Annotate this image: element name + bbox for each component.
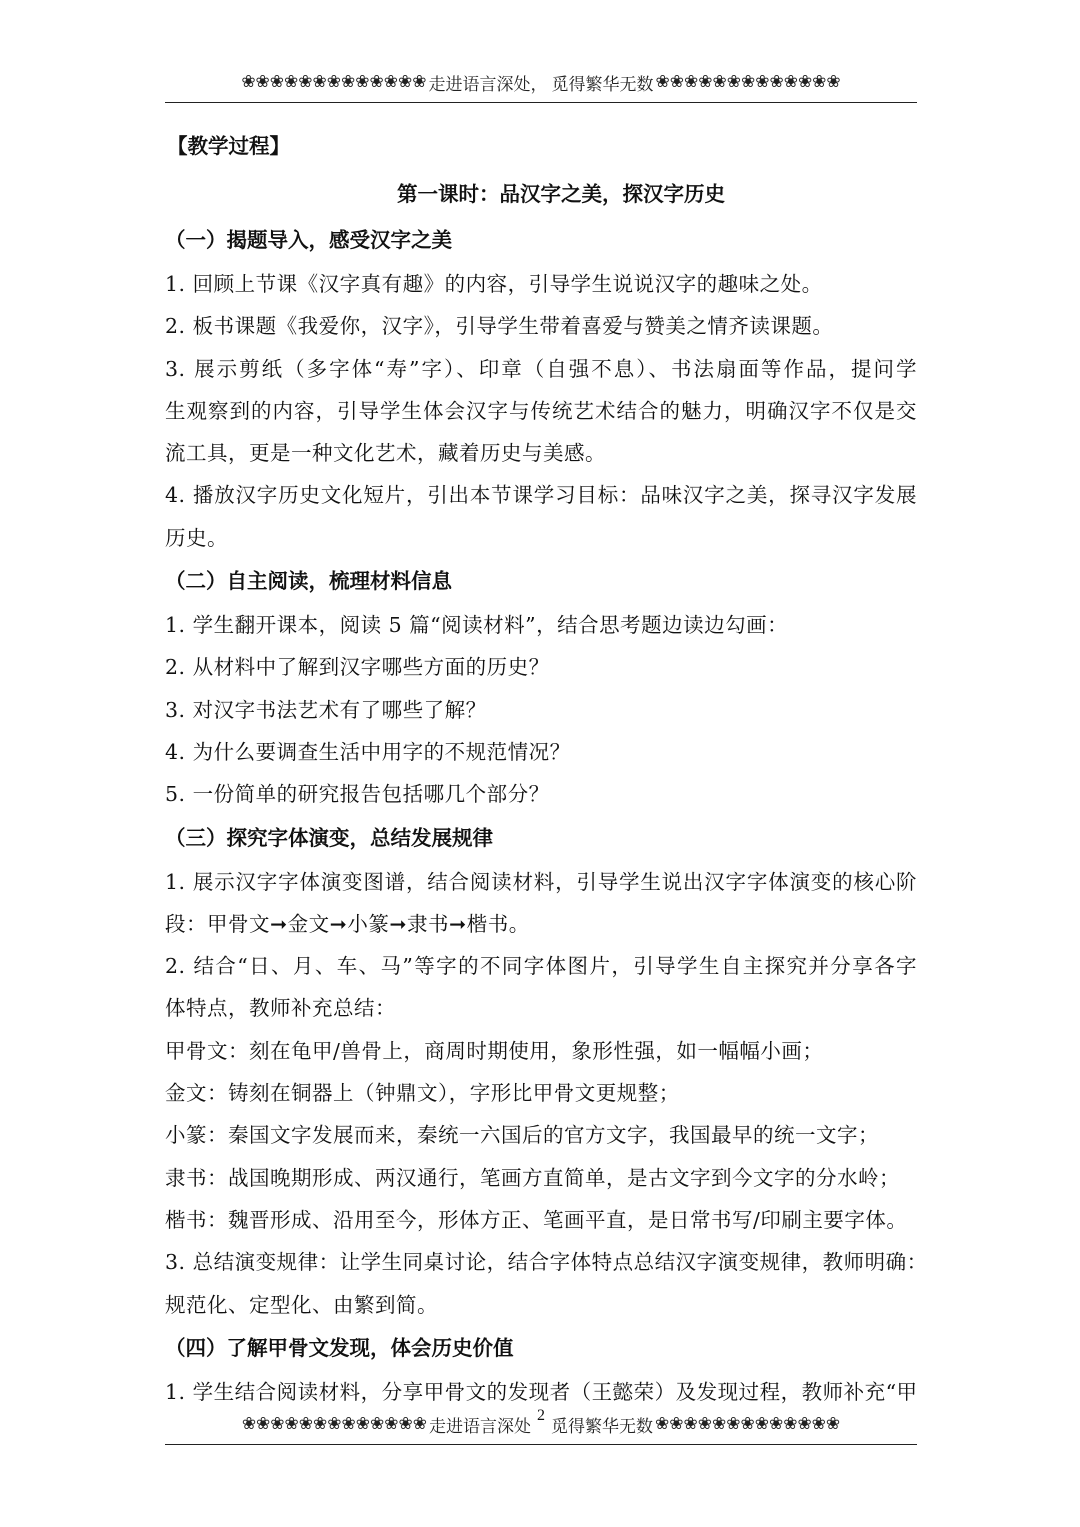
- paragraph-line: 生观察到的内容，引导学生体会汉字与传统艺术结合的魅力，明确汉字不仅是交: [165, 398, 917, 423]
- page-number: 2: [537, 1407, 545, 1424]
- paragraph-line: 体特点，教师补充总结：: [165, 996, 396, 1021]
- paragraph-line: 2. 板书课题《我爱你，汉字》，引导学生带着喜爱与赞美之情齐读课题。: [165, 314, 834, 339]
- paragraph-line: 1. 学生翻开课本，阅读 5 篇“阅读材料”，结合思考题边读边勾画：: [165, 613, 789, 638]
- page-header: [165, 62, 917, 103]
- document-body: [165, 122, 928, 1413]
- paragraph-line: 3. 对汉字书法艺术有了哪些了解？: [165, 697, 487, 722]
- paragraph-line: 4. 播放汉字历史文化短片，引出本节课学习目标：品味汉字之美，探寻汉字发展: [165, 483, 917, 508]
- flower-border-icon: ❀❀❀❀❀❀❀❀❀❀❀❀❀: [241, 72, 427, 92]
- paragraph-line: 4. 为什么要调查生活中用字的不规范情况？: [165, 739, 571, 764]
- header-motto-left: 走进语言深处，: [428, 74, 548, 95]
- paragraph-line: 1. 学生结合阅读材料，分享甲骨文的发现者（王懿荣）及发现过程，教师补充“甲: [165, 1379, 918, 1404]
- paragraph-line: 3. 总结演变规律：让学生同桌讨论，结合字体特点总结汉字演变规律，教师明确：: [165, 1250, 928, 1275]
- footer-motto-left: 走进语言深处: [429, 1416, 531, 1437]
- paragraph-line: 2. 结合“日、月、车、马”等字的不同字体图片，引导学生自主探究并分享各字: [165, 954, 917, 979]
- part-heading: （一）揭题导入，感受汉字之美: [165, 228, 452, 252]
- paragraph-line: 历史。: [165, 525, 228, 550]
- lesson-title: 第一课时：品汉字之美，探汉字历史: [397, 182, 725, 206]
- paragraph-line: 2. 从材料中了解到汉字哪些方面的历史？: [165, 655, 550, 680]
- header-motto-right: 觅得繁华无数: [551, 74, 654, 95]
- flower-border-icon: ❀❀❀❀❀❀❀❀❀❀❀❀❀: [655, 72, 841, 92]
- paragraph-line: 流工具，更是一种文化艺术，藏着历史与美感。: [165, 441, 606, 466]
- flower-border-icon: ❀❀❀❀❀❀❀❀❀❀❀❀❀: [655, 1414, 841, 1434]
- paragraph-line: 规范化、定型化、由繁到简。: [165, 1292, 438, 1317]
- paragraph-line: 金文：铸刻在铜器上（钟鼎文），字形比甲骨文更规整；: [165, 1081, 680, 1106]
- page-footer: [165, 1404, 917, 1445]
- paragraph-line: 小篆：秦国文字发展而来，秦统一六国后的官方文字，我国最早的统一文字；: [165, 1123, 879, 1148]
- section-label: 【教学过程】: [167, 134, 290, 158]
- paragraph-line: 隶书：战国晚期形成、两汉通行，笔画方直简单，是古文字到今文字的分水岭；: [165, 1165, 900, 1190]
- paragraph-line: 甲骨文：刻在龟甲/兽骨上，商周时期使用，象形性强，如一幅幅小画；: [165, 1038, 824, 1063]
- paragraph-line: 1. 展示汉字字体演变图谱，结合阅读材料，引导学生说出汉字字体演变的核心阶: [165, 869, 917, 894]
- paragraph-line: 3. 展示剪纸（多字体“寿”字）、印章（自强不息）、书法扇面等作品，提问学: [165, 356, 917, 381]
- paragraph-line: 楷书：魏晋形成、沿用至今，形体方正、笔画平直，是日常书写/印刷主要字体。: [165, 1207, 908, 1232]
- paragraph-line: 段：甲骨文➞金文➞小篆➞隶书➞楷书。: [165, 911, 530, 936]
- flower-border-icon: ❀❀❀❀❀❀❀❀❀❀❀❀❀: [241, 1414, 427, 1434]
- part-heading: （四）了解甲骨文发现，体会历史价值: [165, 1335, 514, 1360]
- part-heading: （三）探究字体演变，总结发展规律: [165, 825, 493, 850]
- footer-motto-right: 觅得繁华无数: [551, 1416, 653, 1437]
- paragraph-line: 5. 一份简单的研究报告包括哪几个部分？: [165, 782, 550, 807]
- paragraph-line: 1. 回顾上节课《汉字真有趣》的内容，引导学生说说汉字的趣味之处。: [165, 272, 823, 296]
- part-heading: （二）自主阅读，梳理材料信息: [165, 569, 452, 594]
